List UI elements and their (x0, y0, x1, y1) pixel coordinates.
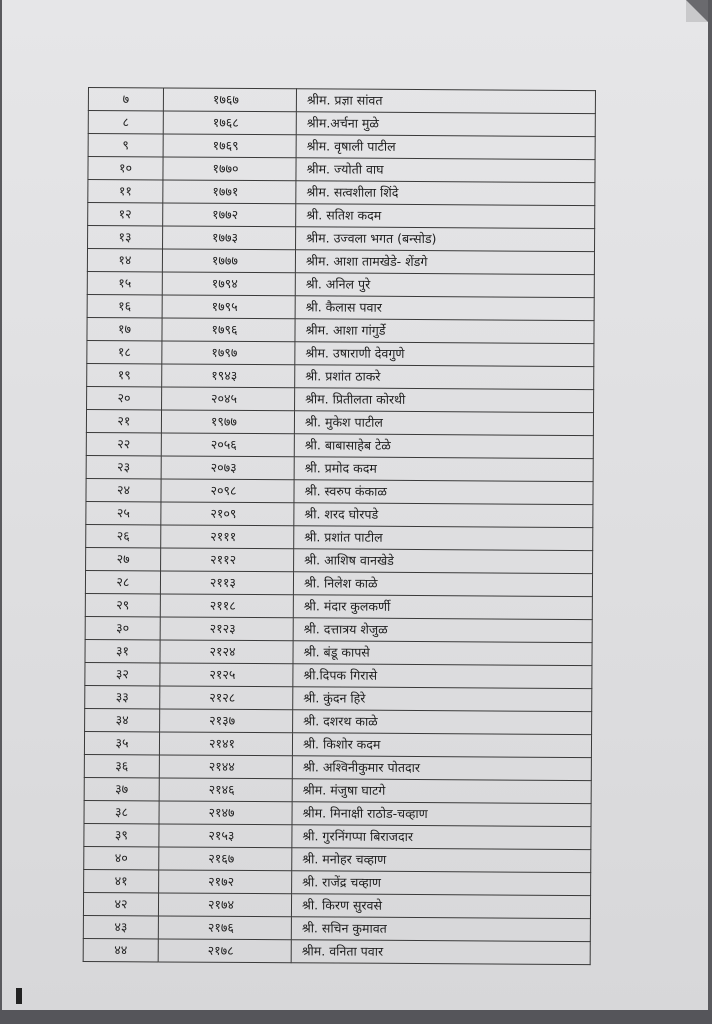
table-row (84, 777, 591, 803)
serial-number-cell: २१ (86, 409, 161, 432)
employee-number-cell: १७७० (163, 157, 296, 181)
employee-name-cell: श्री. दशरथ काळे (293, 710, 592, 735)
table-row (88, 226, 595, 252)
serial-number-cell: ३१ (85, 639, 160, 662)
employee-number-cell: २०७३ (161, 456, 294, 480)
table-row (85, 616, 592, 642)
employee-name-cell: श्रीम. आशा तामखेडे- शेंडगे (295, 250, 594, 275)
table-row (84, 754, 591, 780)
employee-name-cell: श्री. बंडू कापसे (293, 641, 592, 666)
employee-name-cell: श्री. मुकेश पाटील (294, 411, 593, 436)
employee-number-cell: १९७७ (161, 410, 294, 434)
serial-number-cell: ४३ (83, 915, 158, 938)
employee-name-cell: श्रीम. आशा गांगुर्डे (295, 319, 594, 344)
page-bottom-edge (0, 1010, 712, 1024)
employee-name-cell: श्री. दत्तात्रय शेजुळ (293, 618, 592, 643)
employee-number-cell: १७७१ (163, 180, 296, 204)
serial-number-cell: ३६ (84, 754, 159, 777)
employee-number-cell: २१४७ (159, 801, 292, 825)
employee-number-cell: २०९८ (161, 479, 294, 503)
table-row (88, 111, 595, 137)
employee-number-cell: २०४५ (162, 387, 295, 411)
staff-list-body (83, 88, 595, 965)
employee-number-cell: १७६८ (163, 111, 296, 135)
employee-number-cell: २१७४ (158, 893, 291, 917)
employee-name-cell: श्री. आशिष वानखेडे (294, 549, 593, 574)
employee-number-cell: १७९४ (162, 272, 295, 296)
employee-name-cell: श्री. प्रमोद कदम (294, 457, 593, 482)
employee-name-cell: श्रीम. प्रज्ञा सांवत (296, 89, 595, 114)
table-row (84, 823, 591, 849)
employee-name-cell: श्री. सचिन कुमावत (291, 917, 590, 942)
employee-name-cell: श्रीम.अर्चना मुळे (296, 112, 595, 137)
employee-number-cell: २१४४ (159, 755, 292, 779)
table-row (86, 409, 593, 435)
table-row (84, 846, 591, 872)
table-row (86, 547, 593, 573)
employee-name-cell: श्री. शरद घोरपडे (294, 503, 593, 528)
employee-number-cell: १७९५ (162, 295, 295, 319)
employee-name-cell: श्री. गुरनिंगप्पा बिराजदार (292, 825, 591, 850)
employee-number-cell: १७७२ (163, 203, 296, 227)
serial-number-cell: १९ (87, 363, 162, 386)
employee-number-cell: १७६९ (163, 134, 296, 158)
table-row (85, 708, 592, 734)
employee-number-cell: २१२५ (160, 663, 293, 687)
employee-number-cell: २११२ (161, 548, 294, 572)
table-row (87, 386, 594, 412)
serial-number-cell: १३ (88, 226, 163, 249)
employee-number-cell: २११३ (160, 571, 293, 595)
table-row (88, 203, 595, 229)
employee-number-cell: १७९७ (162, 341, 295, 365)
table-row (83, 915, 590, 941)
table-row (87, 340, 594, 366)
employee-number-cell: १९४३ (162, 364, 295, 388)
serial-number-cell: ४१ (84, 869, 159, 892)
employee-number-cell: १७७७ (162, 249, 295, 273)
serial-number-cell: १७ (87, 317, 162, 340)
employee-name-cell: श्री. अनिल पुरे (295, 273, 594, 298)
employee-name-cell: श्री. किशोर कदम (292, 733, 591, 758)
employee-number-cell: २१११ (161, 525, 294, 549)
employee-number-cell: २१५३ (159, 824, 292, 848)
serial-number-cell: ४० (84, 846, 159, 869)
table-row (88, 88, 595, 114)
serial-number-cell: ७ (88, 88, 163, 111)
serial-number-cell: ३७ (84, 777, 159, 800)
serial-number-cell: २७ (86, 547, 161, 570)
serial-number-cell: १२ (88, 203, 163, 226)
table-row (83, 938, 590, 964)
employee-number-cell: २१६७ (159, 847, 292, 871)
serial-number-cell: १० (88, 157, 163, 180)
serial-number-cell: २० (87, 386, 162, 409)
serial-number-cell: ११ (88, 180, 163, 203)
serial-number-cell: २२ (86, 432, 161, 455)
employee-name-cell: श्रीम. सत्वशीला शिंदे (296, 181, 595, 206)
serial-number-cell: ८ (88, 111, 163, 134)
table-row (87, 363, 594, 389)
employee-name-cell: श्री. राजेंद्र चव्हाण (292, 871, 591, 896)
employee-name-cell: श्री. प्रशांत ठाकरे (295, 365, 594, 390)
serial-number-cell: १६ (87, 294, 162, 317)
employee-number-cell: २०५६ (161, 433, 294, 457)
employee-number-cell: २१७८ (158, 939, 291, 963)
table-row (88, 180, 595, 206)
table-row (84, 731, 591, 757)
serial-number-cell: ३९ (84, 823, 159, 846)
serial-number-cell: ३४ (85, 708, 160, 731)
employee-number-cell: १७७३ (163, 226, 296, 250)
employee-number-cell: २१४१ (159, 732, 292, 756)
serial-number-cell: ३० (85, 616, 160, 639)
staff-list-table (83, 87, 596, 965)
employee-number-cell: २१२४ (160, 640, 293, 664)
margin-mark (16, 988, 22, 1004)
serial-number-cell: १८ (87, 340, 162, 363)
employee-name-cell: श्रीम. मंजुषा घाटगे (292, 779, 591, 804)
serial-number-cell: ३५ (84, 731, 159, 754)
employee-name-cell: श्रीम. उज्वला भगत (बन्सोड) (296, 227, 595, 252)
serial-number-cell: २६ (86, 524, 161, 547)
employee-name-cell: श्री. सतिश कदम (296, 204, 595, 229)
serial-number-cell: ३३ (85, 685, 160, 708)
table-row (88, 157, 595, 183)
employee-number-cell: १७६७ (163, 88, 296, 112)
table-row (87, 294, 594, 320)
table-row (85, 639, 592, 665)
serial-number-cell: १४ (87, 249, 162, 272)
employee-name-cell: श्री. बाबासाहेब टेळे (294, 434, 593, 459)
employee-number-cell: २१३७ (160, 709, 293, 733)
serial-number-cell: १५ (87, 271, 162, 294)
table-row (86, 478, 593, 504)
employee-number-cell: २१७६ (158, 916, 291, 940)
employee-name-cell: श्री. स्वरुप कंकाळ (294, 480, 593, 505)
employee-number-cell: २१०९ (161, 502, 294, 526)
employee-number-cell: २१७२ (159, 870, 292, 894)
employee-name-cell: श्री. निलेश काळे (293, 572, 592, 597)
employee-number-cell: २१२८ (160, 686, 293, 710)
employee-number-cell: २११८ (160, 594, 293, 618)
employee-name-cell: श्रीम. मिनाक्षी राठोड-चव्हाण (292, 802, 591, 827)
employee-number-cell: २१४६ (159, 778, 292, 802)
table-row (87, 249, 594, 275)
employee-number-cell: २१२३ (160, 617, 293, 641)
employee-name-cell: श्री.दिपक गिरासे (293, 664, 592, 689)
serial-number-cell: २९ (85, 593, 160, 616)
employee-name-cell: श्रीम. ज्योती वाघ (296, 158, 595, 183)
table-row (84, 869, 591, 895)
table-row (86, 455, 593, 481)
table-row (85, 662, 592, 688)
employee-number-cell: १७९६ (162, 318, 295, 342)
employee-name-cell: श्री. प्रशांत पाटील (294, 526, 593, 551)
serial-number-cell: २४ (86, 478, 161, 501)
table-row (85, 570, 592, 596)
employee-name-cell: श्रीम. वनिता पवार (291, 940, 590, 965)
table-row (86, 501, 593, 527)
employee-name-cell: श्री. किरण सुरवसे (291, 894, 590, 919)
serial-number-cell: २५ (86, 501, 161, 524)
table-row (88, 134, 595, 160)
serial-number-cell: २३ (86, 455, 161, 478)
serial-number-cell: ३२ (85, 662, 160, 685)
table-row (83, 892, 590, 918)
serial-number-cell: ४२ (83, 892, 158, 915)
table-row (84, 800, 591, 826)
employee-name-cell: श्री. कैलास पवार (295, 296, 594, 321)
table-row (87, 271, 594, 297)
employee-name-cell: श्रीम. उषाराणी देवगुणे (295, 342, 594, 367)
table-row (87, 317, 594, 343)
serial-number-cell: २८ (85, 570, 160, 593)
serial-number-cell: ४४ (83, 938, 158, 961)
table-row (86, 524, 593, 550)
table-row (85, 685, 592, 711)
employee-name-cell: श्री. मनोहर चव्हाण (292, 848, 591, 873)
employee-name-cell: श्री. अश्विनीकुमार पोतदार (292, 756, 591, 781)
employee-name-cell: श्री. कुंदन हिरे (293, 687, 592, 712)
employee-name-cell: श्री. मंदार कुलकर्णी (293, 595, 592, 620)
serial-number-cell: ९ (88, 134, 163, 157)
table-row (86, 432, 593, 458)
employee-name-cell: श्रीम. वृषाली पाटील (296, 135, 595, 160)
employee-name-cell: श्रीम. प्रितीलता कोरथी (295, 388, 594, 413)
serial-number-cell: ३८ (84, 800, 159, 823)
table-row (85, 593, 592, 619)
